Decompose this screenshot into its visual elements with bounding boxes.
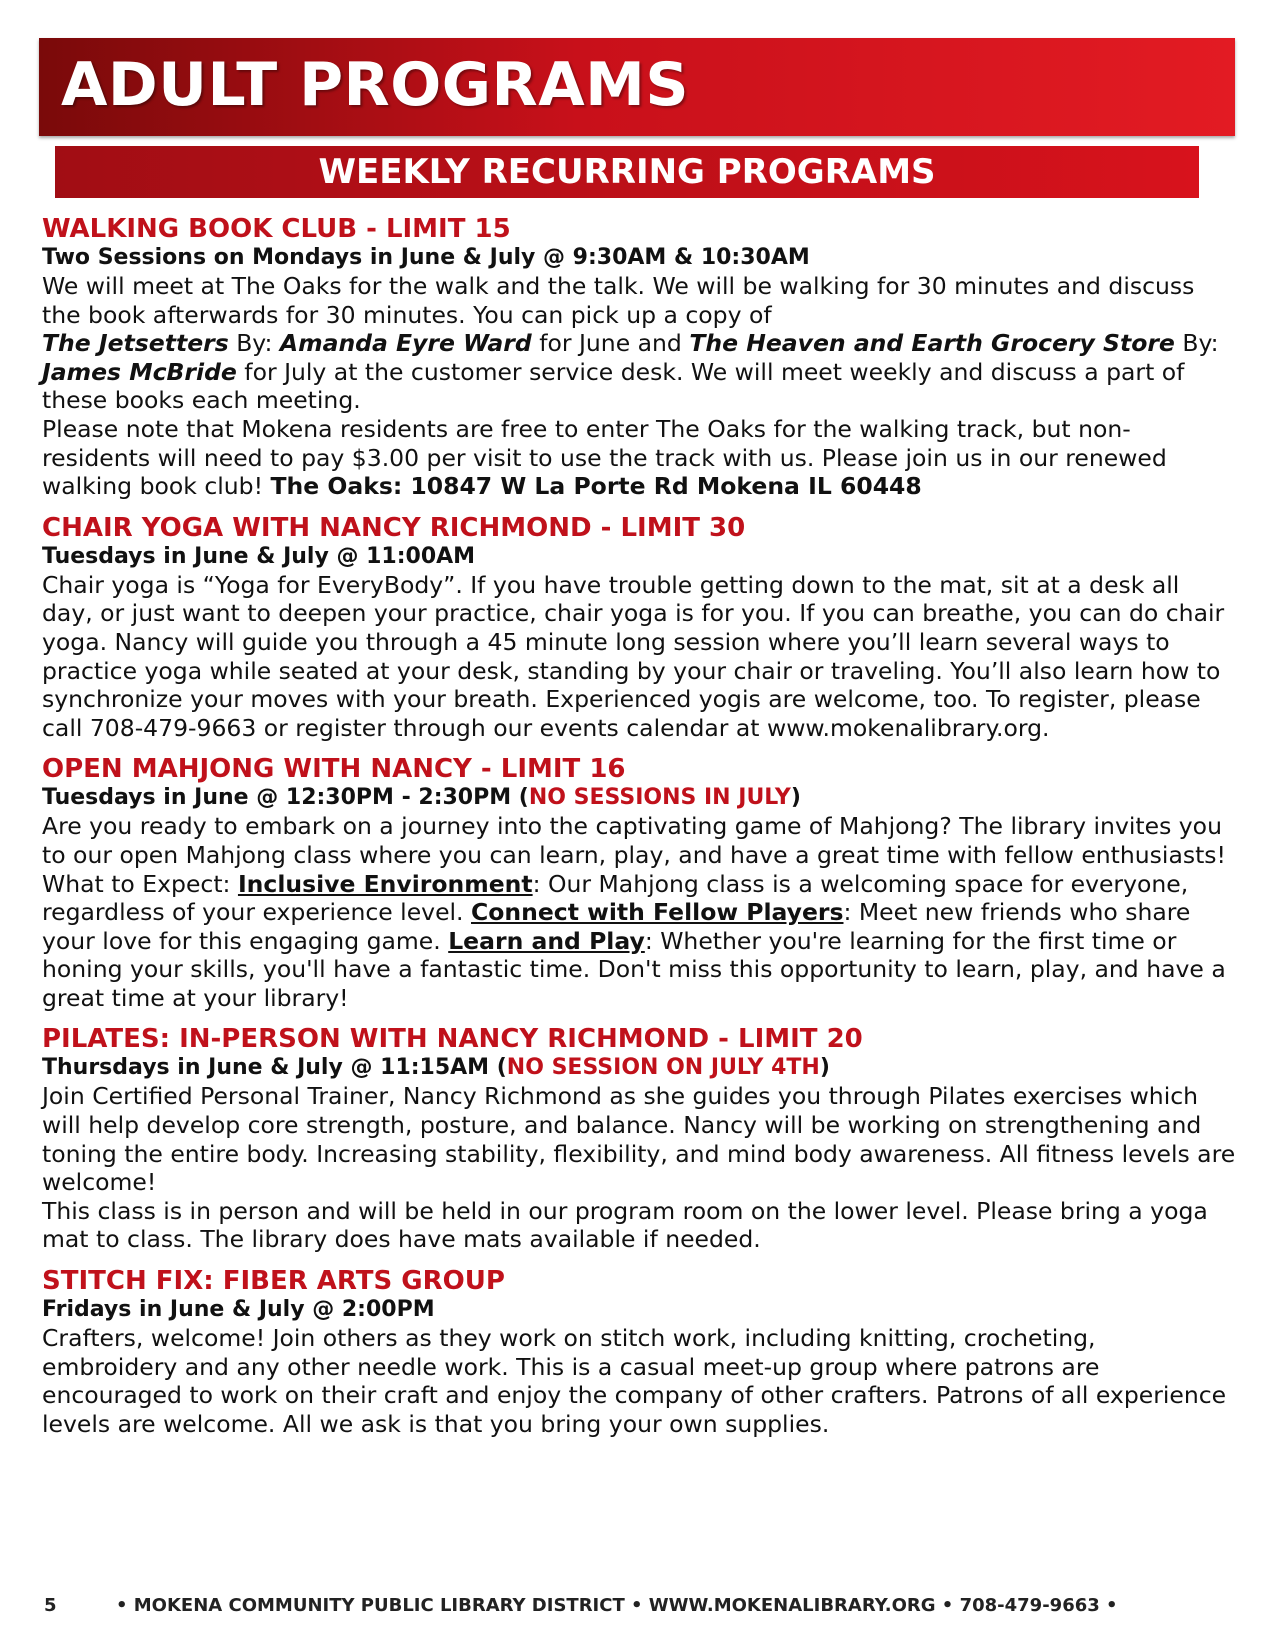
page-number: 5 xyxy=(44,1595,57,1616)
program-walking-book-club xyxy=(42,214,1237,501)
program-open-mahjong xyxy=(42,754,1237,1012)
section-banner xyxy=(55,146,1199,198)
program-schedule xyxy=(42,784,1237,812)
program-title: PILATES: IN-PERSON WITH NANCY RICHMOND - LIMIT 20 xyxy=(42,1024,863,1055)
body-text: We will meet at The Oaks for the walk and the talk. We will be walking for 30 minutes and discuss the book afterwards for 30 minutes. You can pick up a copy of xyxy=(42,272,1195,329)
schedule-text: ) xyxy=(819,1055,830,1081)
schedule-note: NO SESSION ON JULY 4TH xyxy=(506,1055,820,1081)
address: The Oaks: 10847 W La Porte Rd Mokena IL 60448 xyxy=(270,472,922,501)
body-text: By: xyxy=(228,329,280,358)
body-text: : Meet new friends who share your love for this engaging game. xyxy=(42,898,1191,955)
page-title: ADULT PROGRAMS xyxy=(61,50,690,120)
page-banner xyxy=(39,38,1235,136)
highlight-term: Connect with Fellow Players xyxy=(471,898,844,927)
program-description xyxy=(42,272,1237,501)
program-description xyxy=(42,812,1237,1012)
body-text: : Whether you're learning for the first time or honing your skills, you'll have a fantastic time. Don't miss this opportunity to learn, play, and have a great time at your library! xyxy=(42,926,1226,1012)
program-stitch-fix xyxy=(42,1266,1237,1438)
program-list xyxy=(42,214,1237,1450)
footer-text: • MOKENA COMMUNITY PUBLIC LIBRARY DISTRICT • WWW.MOKENALIBRARY.ORG • 708-479-9663 • xyxy=(116,1595,1118,1616)
schedule-text: Tuesdays in June @ 12:30PM - 2:30PM ( xyxy=(42,785,529,811)
body-text: for July at the customer service desk. We will meet weekly and discuss a part of these books each meeting. xyxy=(42,357,1185,415)
body-text: for June and xyxy=(531,329,690,358)
program-description xyxy=(42,1082,1237,1254)
body-text: By: xyxy=(1174,329,1219,358)
body-text: This class is in person and will be held in our program room on the lower level. Please bring a yoga mat to class. The library does have mats available if needed. xyxy=(42,1196,1208,1254)
book-title: The Jetsetters xyxy=(42,329,229,358)
program-schedule: Two Sessions on Mondays in June & July @ 9:30AM & 10:30AM xyxy=(42,245,810,270)
program-title: OPEN MAHJONG WITH NANCY - LIMIT 16 xyxy=(42,754,626,785)
body-text: : Our Mahjong class is a welcoming space for everyone, regardless of your experience level. xyxy=(42,869,1189,927)
schedule-note: NO SESSIONS IN JULY xyxy=(528,785,791,811)
page-footer xyxy=(44,1595,1234,1616)
program-description: Chair yoga is “Yoga for EveryBody”. If you have trouble getting down to the mat, sit at a desk all day, or just want to deepen your practice, chair yoga is for you. If you can breathe, you can do chair yoga. Nancy will guide you through a 45 minute long session where you’ll learn several ways to practice yoga while seated at your desk, standing by your chair or traveling. You’ll also learn how to synchronize your moves with your breath. Experienced yogis are welcome, too. To register, please call 708-479-9663 or register through our events calendar at www.mokenalibrary.org. xyxy=(42,570,1225,742)
schedule-text: ) xyxy=(790,785,801,811)
program-description: Crafters, welcome! Join others as they work on stitch work, including knitting, crocheting, embroidery and any other needle work. This is a casual meet-up group where patrons are encouraged to work on their craft and enjoy the company of other crafters. Patrons of all experience levels are welcome. All we ask is that you bring your own supplies. xyxy=(42,1324,1227,1438)
body-text: Are you ready to embark on a journey into the captivating game of Mahjong? The library invites you to our open Mahjong class where you can learn, play, and have a great time with fellow enthusiasts! What to Expect: xyxy=(42,812,1226,898)
book-author: Amanda Eyre Ward xyxy=(279,329,532,358)
program-pilates xyxy=(42,1024,1237,1254)
schedule-text: Thursdays in June & July @ 11:15AM ( xyxy=(42,1055,507,1081)
program-chair-yoga xyxy=(42,513,1237,743)
book-author: James McBride xyxy=(42,357,237,386)
program-schedule: Fridays in June & July @ 2:00PM xyxy=(42,1297,435,1323)
body-text: Join Certified Personal Trainer, Nancy Richmond as she guides you through Pilates exercises which will help develop core strength, posture, and balance. Nancy will be working on strengthening and toning the entire body. Increasing stability, flexibility, and mind body awareness. All fitness levels are welcome! xyxy=(42,1082,1236,1197)
program-title: CHAIR YOGA WITH NANCY RICHMOND - LIMIT 30 xyxy=(42,512,746,543)
section-banner-title: WEEKLY RECURRING PROGRAMS xyxy=(318,152,936,192)
program-title: STITCH FIX: FIBER ARTS GROUP xyxy=(42,1266,505,1297)
highlight-term: Inclusive Environment xyxy=(237,869,533,898)
book-title: The Heaven and Earth Grocery Store xyxy=(689,329,1175,358)
body-text: Please note that Mokena residents are free to enter The Oaks for the walking track, but non-residents will need to pay $3.00 per visit to use the track with us. Please join us in our renewed walking book club! xyxy=(42,414,1167,501)
highlight-term: Learn and Play xyxy=(448,926,645,955)
program-schedule: Tuesdays in June & July @ 11:00AM xyxy=(42,543,476,569)
program-schedule xyxy=(42,1054,1237,1082)
program-title: WALKING BOOK CLUB - LIMIT 15 xyxy=(42,214,511,244)
